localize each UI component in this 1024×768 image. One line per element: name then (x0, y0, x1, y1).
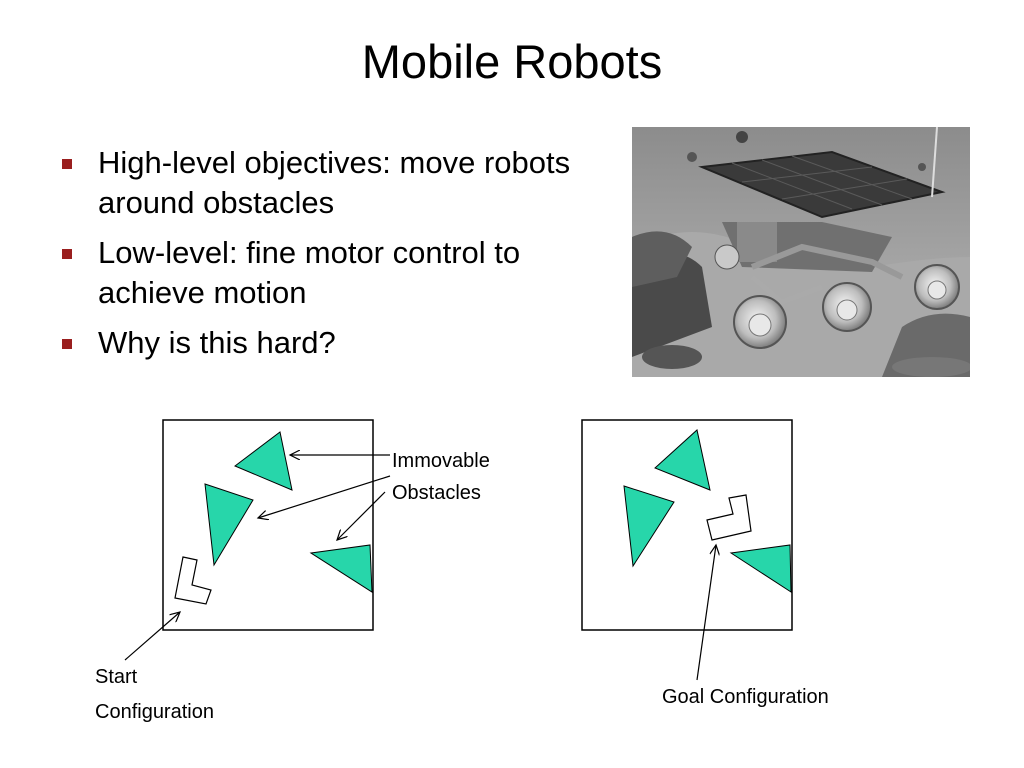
arrow-start (125, 612, 180, 660)
start-label-line1: Start (95, 666, 138, 688)
bullet-text: High-level objectives: move robots around obstacles (98, 145, 571, 220)
obstacles-label-line2: Obstacles (392, 482, 481, 504)
bullet-text: Why is this hard? (98, 325, 336, 360)
goal-label: Goal Configuration (662, 686, 829, 708)
slide-title: Mobile Robots (361, 35, 663, 88)
obstacles-label-line1: Immovable (392, 450, 490, 472)
bullet-text: Low-level: fine motor control to achieve motion (98, 235, 521, 310)
start-label-line2: Configuration (95, 701, 214, 723)
